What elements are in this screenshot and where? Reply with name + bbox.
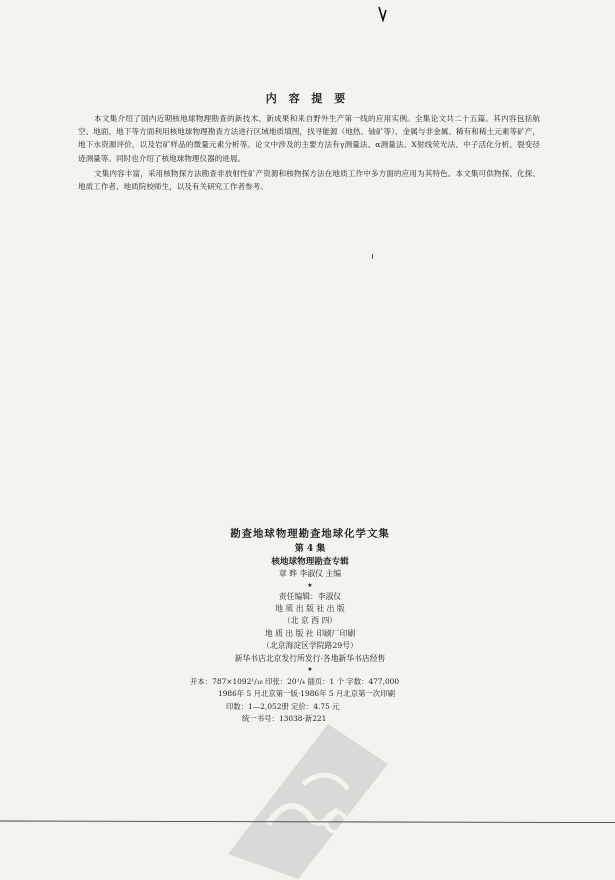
colophon-block <box>150 528 470 675</box>
responsible-editor: 责任编辑：李淑仪 <box>278 591 342 601</box>
print-run-line: 印数：1—2,052册 定价：4.75 元 <box>226 701 340 711</box>
library-seal-watermark <box>208 704 398 880</box>
summary-body <box>78 112 540 195</box>
editors-line: 章 晔 李淑仪 主编 <box>278 569 341 579</box>
summary-paragraph-1: 本文集介绍了国内近期核地球物理勘查的新技术、新成果和来自野外生产第一线的应用实例。全集论文共二十五篇。其内容包括航空、地面、地下等方面利用核地球物理勘查方法进行区域地质填图，找寻能源（地热、铀矿等）、金属与非金属、稀有和稀土元素等矿产，地下水资源评价，以及岩矿样品的微量元素分析等。论文中涉及的主要方法有γ测量法、α测量法、X射线荧光法、中子活化分析、裂变径迹测量等。同时也介绍了核地球物理仪器的进展。 <box>78 114 540 163</box>
summary-paragraph-2: 文集内容丰富，采用核物探方法勘查非放射性矿产资源和核物探方法在地质工作中多方面的应用为其特色。本文集可供物探、化探、地质工作者、地质院校师生，以及有关研究工作者参考。 <box>78 168 540 192</box>
separator-star-1: ★ <box>307 581 313 589</box>
printer-address: （北京海淀区学院路29号） <box>262 641 358 651</box>
format-line: 开本：787×1092¹/₁₆ 印张：20¹/₄ 插页：1 个 字数：477,000 <box>190 677 400 686</box>
book-number-line: 统一书号：13038·新221 <box>242 714 327 724</box>
volume-number: 第 4 集 <box>294 544 326 555</box>
stray-mark <box>372 254 373 259</box>
publication-details <box>190 676 490 726</box>
volume-subtitle: 核地球物理勘查专辑 <box>271 556 349 567</box>
summary-heading: 内 容 提 要 <box>265 92 350 105</box>
series-title: 勘查地球物理勘查地球化学文集 <box>230 528 390 540</box>
publisher-city: （北 京 西 四） <box>282 616 338 626</box>
bottom-rule <box>0 820 615 824</box>
printer-line: 地 质 出 版 社 印刷厂印刷 <box>264 628 356 638</box>
handwritten-tick-mark <box>378 6 388 22</box>
publisher-line: 地 质 出 版 社 出 版 <box>275 604 345 614</box>
separator-star-2: ★ <box>307 666 313 674</box>
edition-line: 1986年 5 月北京第一版·1986年 5 月北京第一次印刷 <box>218 689 396 699</box>
distributor-line: 新华书店北京发行所发行·各地新华书店经售 <box>234 653 386 663</box>
